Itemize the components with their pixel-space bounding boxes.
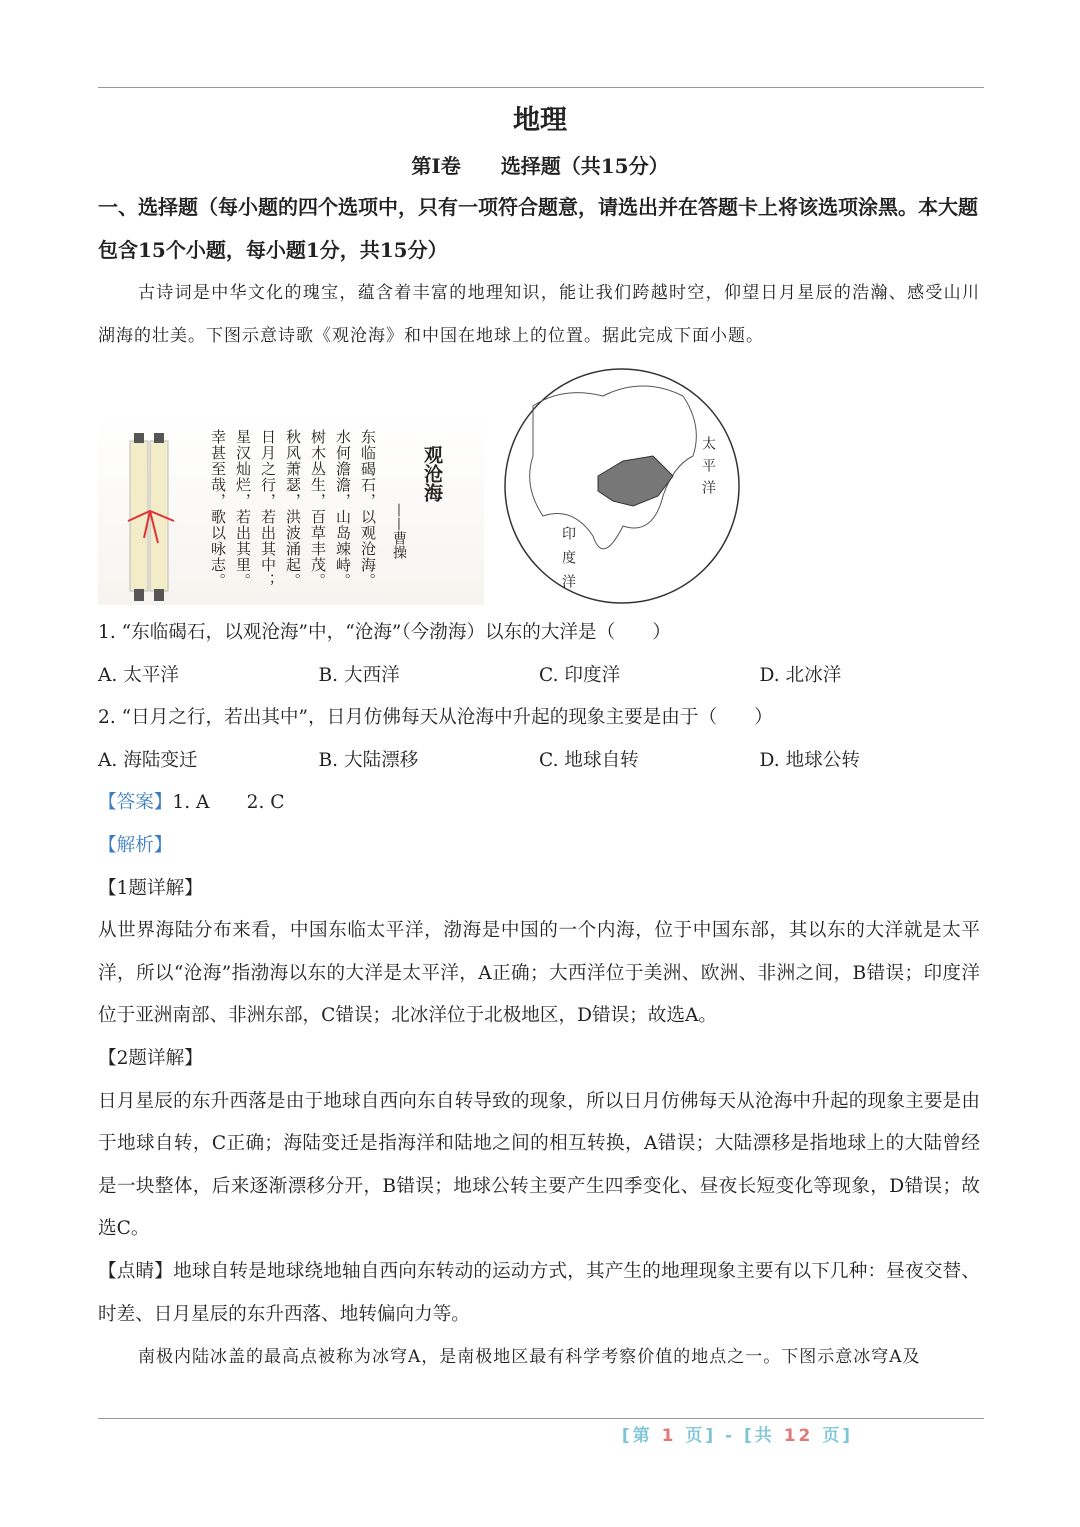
option-d: D. 北冰洋	[759, 664, 842, 686]
globe-figure	[503, 366, 743, 606]
tip-label: 【点睛】	[98, 1260, 174, 1282]
detail-1-label: 【1题详解】	[98, 877, 203, 899]
poem-line: 水何澹澹，山岛竦峙。	[334, 429, 352, 589]
part-title: 第Ⅰ卷 选择题（共15分）	[411, 154, 669, 178]
option-c: C. 地球自转	[539, 749, 639, 771]
option-a: A. 太平洋	[98, 664, 180, 686]
analysis-label: 【解析】	[98, 834, 173, 856]
poem-line: 东临碣石，以观沧海。	[359, 429, 377, 589]
tip	[98, 1251, 980, 1336]
option-c: C. 印度洋	[539, 664, 621, 686]
footer-text: [第	[621, 1426, 653, 1446]
pacific-label: 太平洋	[700, 436, 716, 502]
detail-1-text: 从世界海陆分布来看，中国东临太平洋，渤海是中国的一个内海，位于中国东部，其以东的大洋就是太平洋，所以“沧海”指渤海以东的大洋是太平洋，A正确；大西洋位于美洲、欧洲、非洲之间，B错误；印度洋位于亚洲南部、非洲东部，C错误；北冰洋位于北极地区，D错误；故选A。	[98, 920, 980, 1027]
next-intro: 南极内陆冰盖的最高点被称为冰穹A，是南极地区最有科学考察价值的地点之一。下图示意冰穹A及	[138, 1347, 921, 1368]
q1-options	[98, 655, 980, 698]
q2-options	[98, 740, 980, 783]
bottom-rule	[98, 1418, 984, 1419]
poem-line: 日月之行，若出其中；	[259, 429, 277, 589]
answer-label: 【答案】	[98, 792, 173, 814]
option-b: B. 大陆漂移	[318, 749, 419, 771]
question-2: 2. “日月之行，若出其中”，日月仿佛每天从沧海中升起的现象主要是由于（ ）	[98, 707, 773, 729]
poem-figure	[98, 413, 484, 605]
poem-title: 观沧海	[421, 445, 443, 502]
poem-author: ——曹操	[391, 503, 407, 559]
poem-line: 树木丛生，百草丰茂。	[309, 429, 327, 589]
total-pages: 12	[783, 1426, 814, 1446]
poem-line: 幸甚至哉，歌以咏志。	[209, 429, 227, 589]
poem-line: 星汉灿烂，若出其里。	[234, 429, 252, 589]
poem-line: 秋风萧瑟，洪波涌起。	[284, 429, 302, 589]
option-b: B. 大西洋	[318, 664, 400, 686]
tip-text: 地球自转是地球绕地轴自西向东转动的运动方式，其产生的地理现象主要有以下几种：昼夜交替、时差、日月星辰的东升西落、地转偏向力等。	[98, 1260, 980, 1325]
page-footer	[0, 1421, 1080, 1446]
intro-paragraph: 古诗词是中华文化的瑰宝，蕴含着丰富的地理知识，能让我们跨越时空，仰望日月星辰的浩瀚、感受山川湖海的壮美。下图示意诗歌《观沧海》和中国在地球上的位置。据此完成下面小题。	[98, 283, 980, 346]
option-a: A. 海陆变迁	[98, 749, 198, 771]
page-number: 1	[661, 1426, 677, 1446]
footer-text: 页]	[822, 1426, 854, 1446]
question-block	[98, 612, 980, 1379]
detail-2-label: 【2题详解】	[98, 1047, 203, 1069]
scroll-icon	[118, 413, 198, 605]
answer-value: 1. A 2. C	[172, 792, 285, 814]
footer-text: 页] - [共	[685, 1426, 775, 1446]
page-title: 地理	[513, 105, 567, 136]
top-rule	[98, 87, 984, 88]
question-1: 1. “东临碣石，以观沧海”中，“沧海”（今渤海）以东的大洋是（ ）	[98, 622, 671, 643]
option-d: D. 地球公转	[759, 749, 860, 771]
detail-2-text: 日月星辰的东升西落是由于地球自西向东自转导致的现象，所以日月仿佛每天从沧海中升起的现象主要是由于地球自转，C正确；海陆变迁是指海洋和陆地之间的相互转换，A错误；大陆漂移是指地球上的大陆曾经是一块整体，后来逐渐漂移分开，B错误；地球公转主要产生四季变化、昼夜长短变化等现象，D错误；故选C。	[98, 1090, 980, 1240]
answer-line	[98, 782, 980, 825]
section-heading: 一、选择题（每小题的四个选项中，只有一项符合题意，请选出并在答题卡上将该选项涂黑。本大题包含15个小题，每小题1分，共15分）	[98, 195, 978, 262]
poem-lines	[205, 429, 380, 589]
indian-label: 印度洋	[560, 526, 576, 598]
